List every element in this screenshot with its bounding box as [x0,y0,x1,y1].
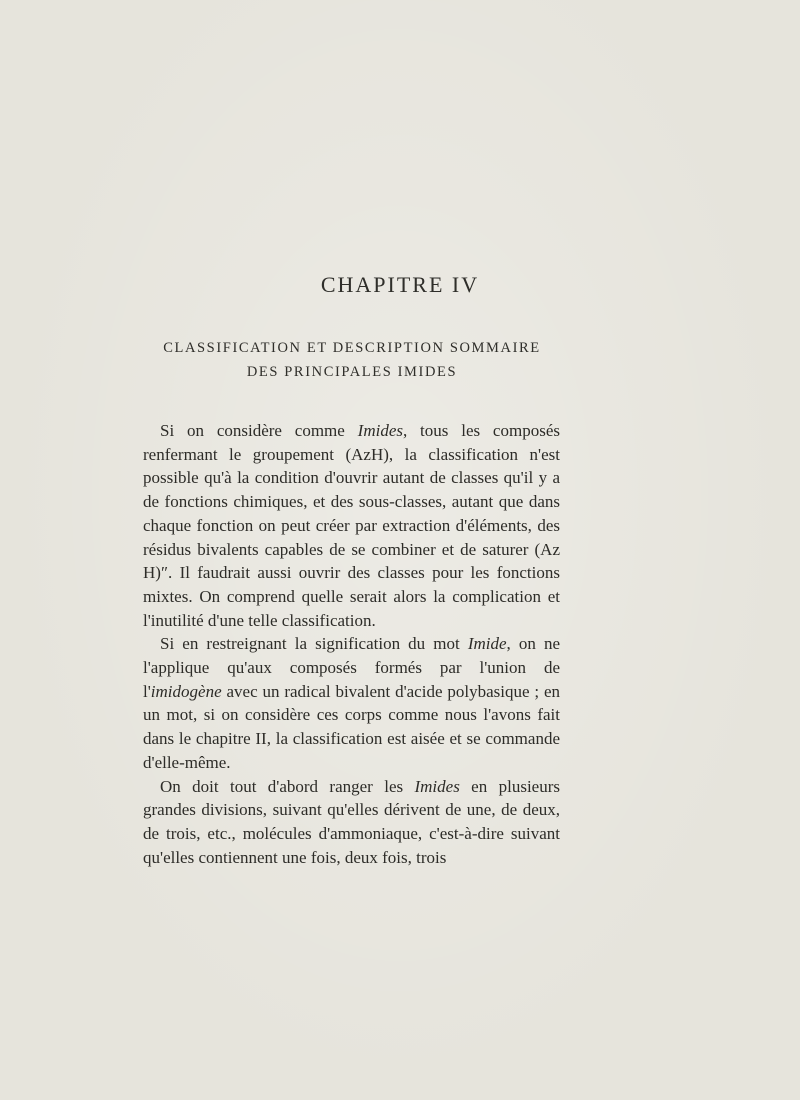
paragraph-text-italic: Imide [467,634,507,654]
paragraph-text: avec un radical bivalent d'acide polybasique ; en un mot, si on considère ces corps comme nous l'avons fait dans le chapitre II, la classification est aisée et se commande d'elle-même. [143,681,560,772]
paragraph-text-italic: Imides [357,421,403,440]
chapter-title: CHAPITRE IV [320,272,480,297]
paragraph-text: , on ne l'applique qu'aux composés formés par l'union de l' [143,634,561,701]
section-heading-line-1: CLASSIFICATION ET DESCRIPTION SOMMAIRE [163,340,541,356]
paragraph-text: Si on considère comme [160,421,358,440]
paragraph-3 [143,775,560,870]
paragraph-text-italic: imidogène [150,681,222,701]
paragraph-text: , tous les composés renfermant le groupement (AzH), la classification n'est possible qu'à la condition d'ouvrir autant de classes qu'il y a de fonctions chimiques, et des sous-classes, autant que dans chaque fonction on peut créer par extraction d'éléments, des résidus bivalents capables de se combiner et de saturer (Az H)″. Il faudrait aussi ouvrir des classes pour les fonctions mixtes. On comprend quelle serait alors la complication et l'inutilité d'une telle classification. [143,421,560,630]
section-heading-line-2: DES PRINCIPALES IMIDES [246,364,458,380]
paragraph-2 [143,632,560,774]
paragraph-1 [143,419,560,632]
paragraph-text: Si en restreignant la signification du mot [160,634,468,654]
paragraph-text: en plusieurs grandes divisions, suivant qu'elles dérivent de une, de deux, de trois, etc., molécules d'ammoniaque, c'est-à-dire suivant qu'elles contiennent une fois, deux fois, trois [143,776,560,867]
section-heading [0,336,704,384]
body-text [143,419,560,869]
paragraph-text-italic: Imides [414,776,460,796]
paragraph-text: On doit tout d'abord ranger les [160,776,415,796]
